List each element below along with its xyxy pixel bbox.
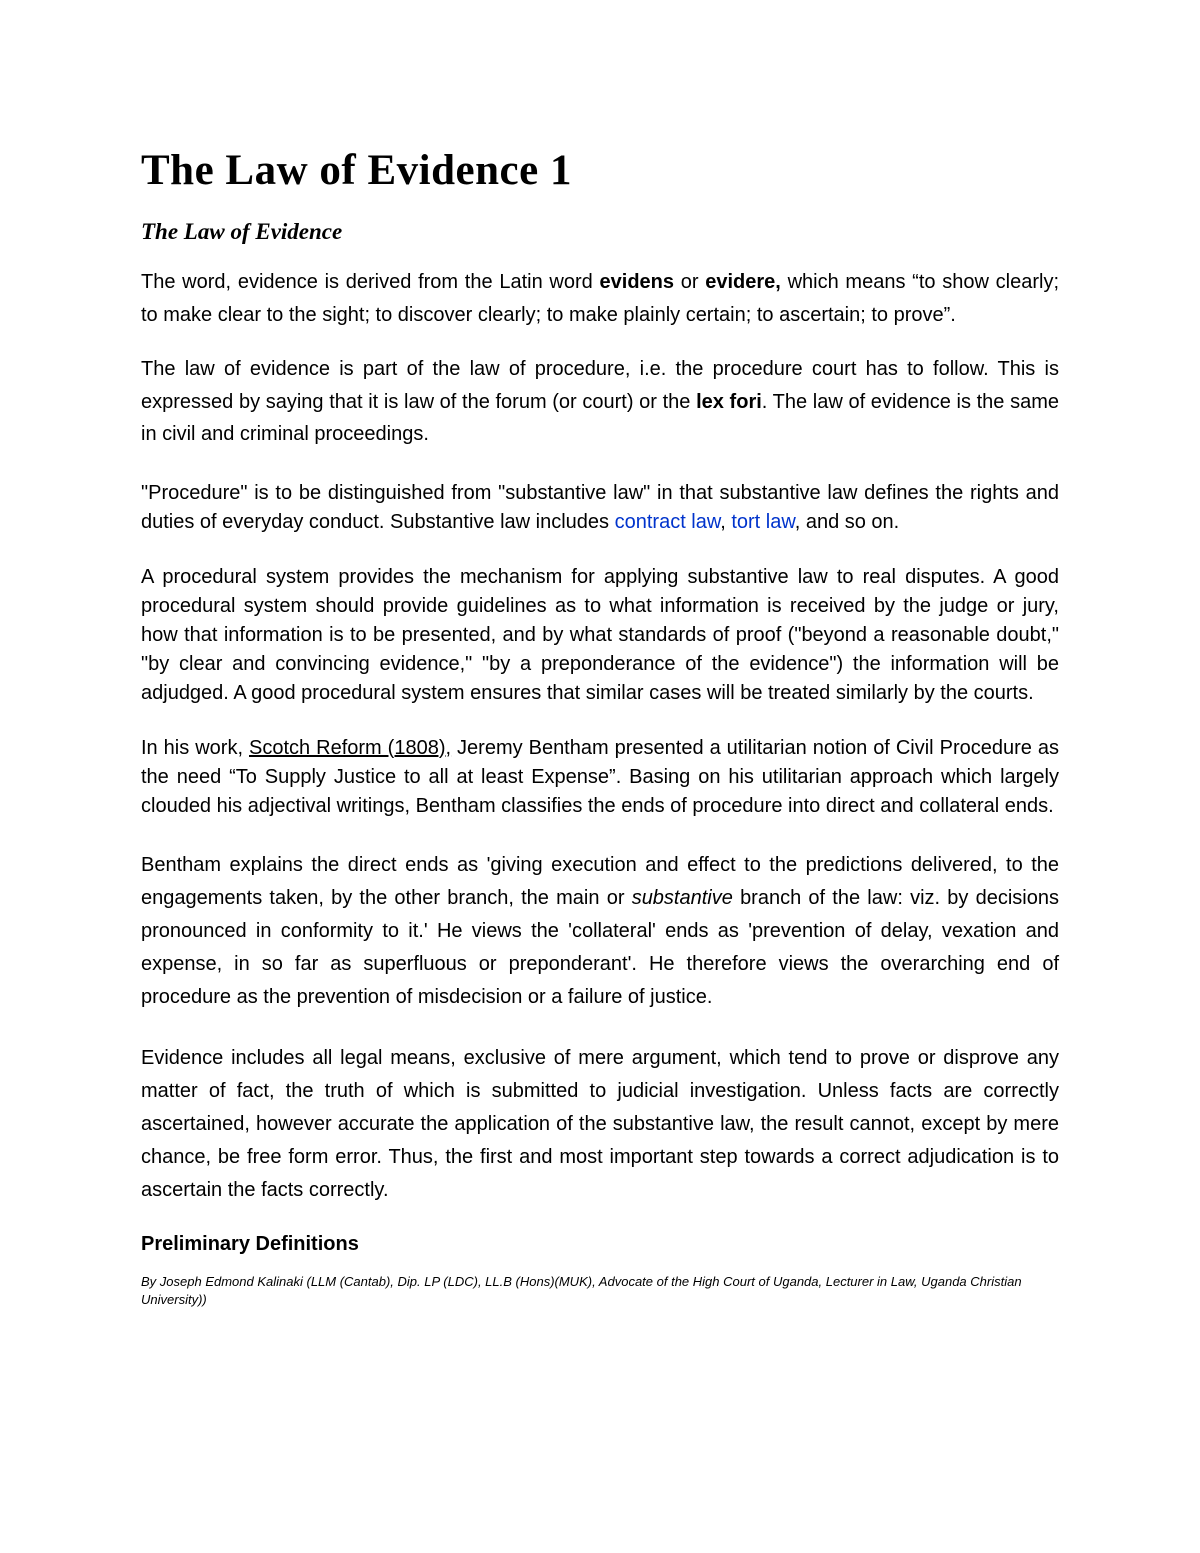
paragraph-scotch-reform [141,734,1059,821]
author-footer: By Joseph Edmond Kalinaki (LLM (Cantab), Dip. LP (LDC), LL.B (Hons)(MUK), Advocate of the High Court of Uganda, Lecturer in Law, Uganda Christian University)) [141,1273,1022,1307]
text-span: Bentham explains the direct ends as 'giving execution and effect to the predictions delivered, to the engagements taken, by the other branch, the main or [141,853,1059,909]
term-evidens: evidens [599,271,674,293]
text-span: The word, evidence is derived from the Latin word [141,271,600,293]
term-evidere: evidere, [705,271,781,293]
text-span: which means “to show clearly; to make clear to the sight; to discover clearly; to make plainly certain; to ascertain; to prove”. [141,271,1060,326]
paragraph-procedural-system: A procedural system provides the mechanism for applying substantive law to real disputes. A good procedural system should provide guidelines as to what information is received by the judge or jury, how that information is to be presented, and by what standards of proof ("beyond a reasonable doubt," "by clear and convincing evidence," "by a preponderance of the evidence") the information will be adjudged. A good procedural system ensures that similar cases will be treated similarly by the courts. [141,565,1059,704]
text-span: branch of the law: viz. by decisions pronounced in conformity to it.' He views the 'collateral' ends as 'prevention of delay, vexation and expense, in so far as superfluous or preponderant'. He therefore views the overarching end of procedure as the prevention of misdecision or a failure of justice. [141,886,1059,1008]
text-span: "Procedure" is to be distinguished from "substantive law" in that substantive law defines the rights and duties of everyday conduct. Substantive law includes [141,481,1059,533]
text-span: , [720,510,732,533]
text-span: Jeremy Bentham presented a utilitarian notion of Civil Procedure as the need “To Supply Justice to all at least Expense”. Basing on his utilitarian approach which largely clouded his adjectival writings, Bentham classifies the ends of procedure into direct and collateral ends. [141,736,1059,817]
term-lex-fori: lex fori [696,390,762,413]
contract-law-link[interactable]: contract law [614,510,721,533]
paragraph-direct-collateral-ends [141,849,1059,1014]
text-span: . The law of evidence is the same in civil and criminal proceedings. [141,390,1059,445]
paragraph-procedure-vs-substantive [141,479,1059,537]
document-title: The Law of Evidence 1 [141,147,572,194]
text-span: In his work, [141,736,249,759]
term-substantive: substantive [631,886,733,909]
paragraph-law-of-procedure [141,353,1059,451]
text-span: The law of evidence is part of the law of procedure, i.e. the procedure court has to follow. This is expressed by saying that it is law of the forum (or court) or the [141,358,1059,413]
section-heading: Preliminary Definitions [141,1232,359,1255]
paragraph-etymology [141,266,1059,331]
document-page [141,140,1059,1309]
text-span: , and so on. [794,510,900,533]
scotch-reform-reference: Scotch Reform (1808), [249,736,452,759]
document-subtitle: The Law of Evidence [141,219,343,244]
tort-law-link[interactable]: tort law [731,510,795,533]
paragraph-evidence-definition: Evidence includes all legal means, exclusive of mere argument, which tend to prove or disprove any matter of fact, the truth of which is submitted to judicial investigation. Unless facts are correctly ascertained, however accurate the application of the substantive law, the result cannot, except by mere chance, be free form error. Thus, the first and most important step towards a correct adjudication is to ascertain the facts correctly. [141,1046,1059,1201]
text-span: or [674,271,706,293]
